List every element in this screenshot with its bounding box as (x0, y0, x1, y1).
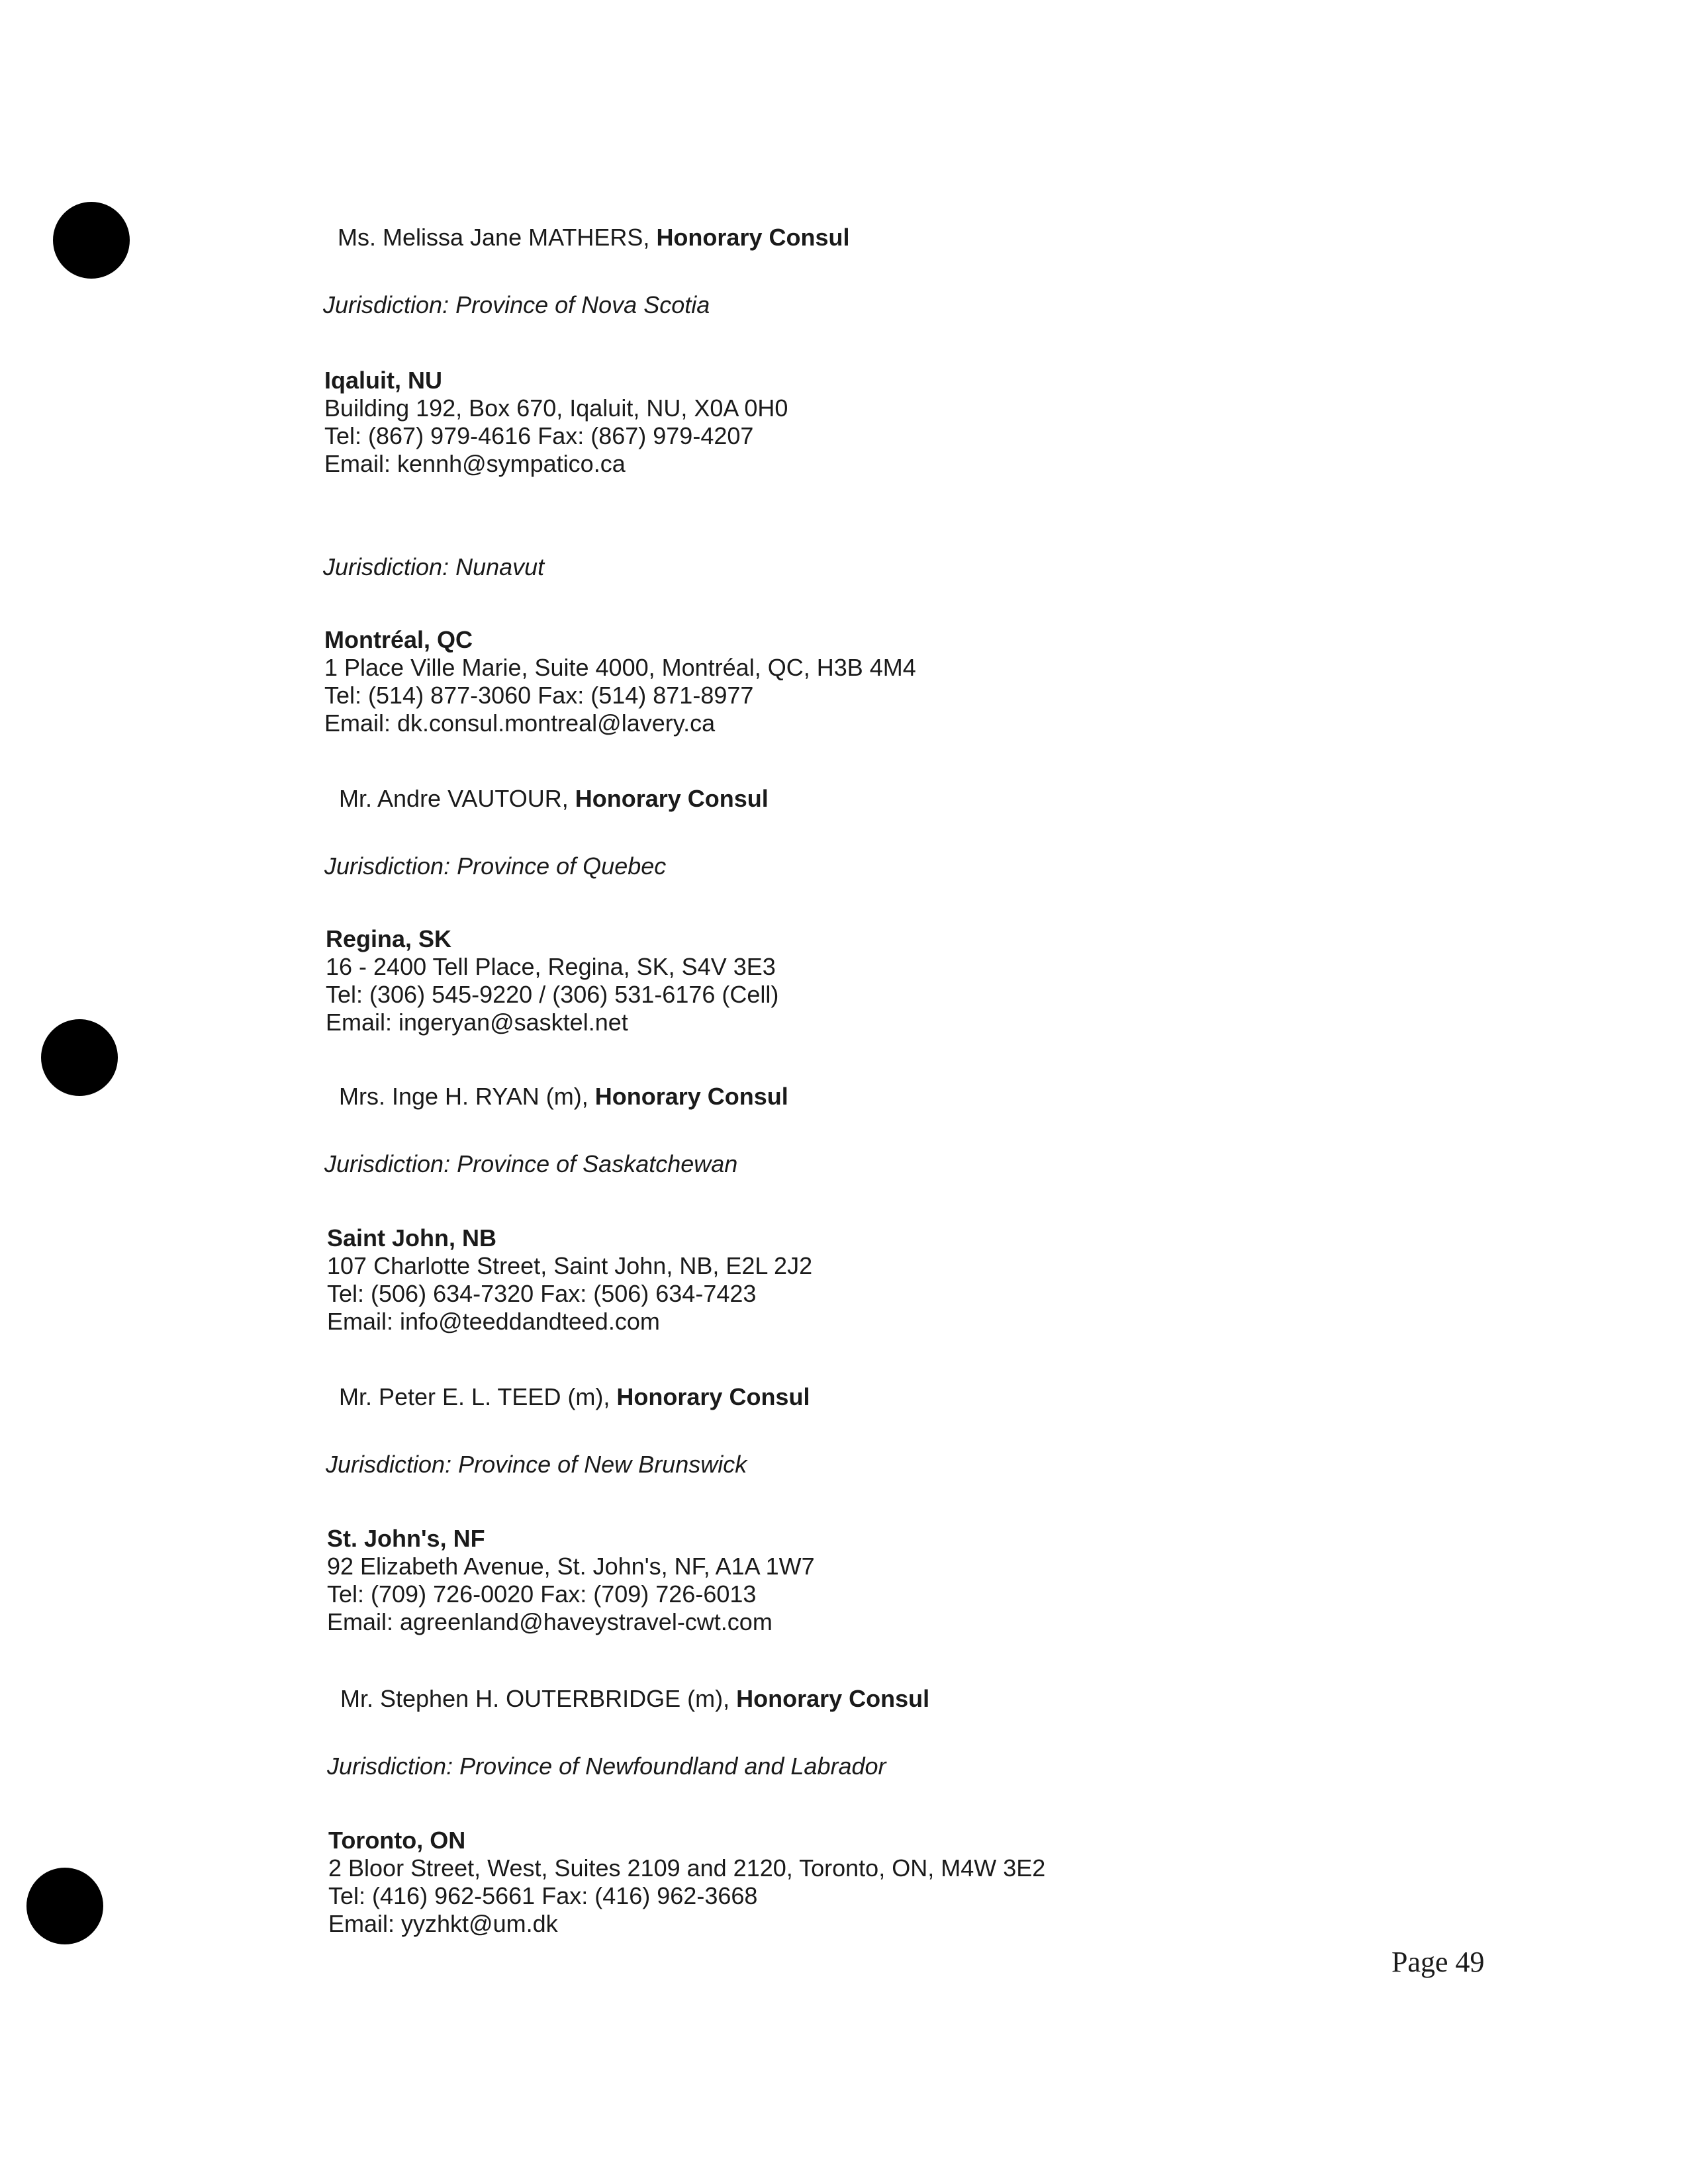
office-email: Email: kennh@sympatico.ca (324, 450, 626, 477)
jurisdiction: Jurisdiction: Province of Saskatchewan (324, 1150, 738, 1177)
jurisdiction: Jurisdiction: Province of Nova Scotia (323, 291, 710, 318)
consul-title: Honorary Consul (616, 1383, 810, 1410)
consul-name: Mr. Stephen H. OUTERBRIDGE (m), (340, 1685, 737, 1712)
consul-name: Ms. Melissa Jane MATHERS, (338, 224, 657, 251)
consul-title: Honorary Consul (656, 224, 850, 251)
office-city: Iqaluit, NU (324, 367, 442, 394)
consul-title: Honorary Consul (594, 1083, 788, 1110)
punch-hole-top (53, 202, 130, 279)
jurisdiction: Jurisdiction: Province of Quebec (324, 852, 667, 880)
office-phone: Tel: (514) 877-3060 Fax: (514) 871-8977 (324, 682, 754, 709)
consul-line (339, 1083, 788, 1111)
office-city: Regina, SK (326, 925, 452, 952)
consul-line (339, 785, 769, 813)
jurisdiction: Jurisdiction: Nunavut (323, 553, 545, 580)
office-phone: Tel: (709) 726-0020 Fax: (709) 726-6013 (327, 1580, 757, 1608)
office-address: 1 Place Ville Marie, Suite 4000, Montréal, QC, H3B 4M4 (324, 654, 916, 681)
consul-title: Honorary Consul (575, 785, 769, 812)
page-number: Page 49 (1391, 1946, 1485, 1978)
consul-title: Honorary Consul (736, 1685, 930, 1712)
jurisdiction: Jurisdiction: Province of New Brunswick (326, 1451, 747, 1478)
office-email: Email: dk.consul.montreal@lavery.ca (324, 709, 716, 737)
office-email: Email: yyzhkt@um.dk (328, 1910, 558, 1937)
jurisdiction: Jurisdiction: Province of Newfoundland and Labrador (327, 1752, 886, 1780)
office-city: St. John's, NF (327, 1525, 485, 1552)
consul-name: Mrs. Inge H. RYAN (m), (339, 1083, 595, 1110)
office-email: Email: info@teeddandteed.com (327, 1308, 660, 1335)
consul-line (340, 1685, 929, 1713)
office-address: 92 Elizabeth Avenue, St. John's, NF, A1A 1W7 (327, 1553, 815, 1580)
office-address: 107 Charlotte Street, Saint John, NB, E2L 2J2 (327, 1252, 813, 1279)
office-city: Montréal, QC (324, 626, 473, 653)
office-city: Toronto, ON (328, 1827, 466, 1854)
punch-hole-bottom (26, 1868, 103, 1944)
office-phone: Tel: (416) 962-5661 Fax: (416) 962-3668 (328, 1882, 758, 1909)
office-address: Building 192, Box 670, Iqaluit, NU, X0A 0H0 (324, 394, 788, 422)
office-phone: Tel: (306) 545-9220 / (306) 531-6176 (Cell) (326, 981, 779, 1008)
consul-name: Mr. Andre VAUTOUR, (339, 785, 575, 812)
consul-line (339, 1383, 810, 1411)
punch-hole-middle (41, 1019, 118, 1096)
office-address: 2 Bloor Street, West, Suites 2109 and 2120, Toronto, ON, M4W 3E2 (328, 1854, 1046, 1882)
office-email: Email: agreenland@haveystravel-cwt.com (327, 1608, 773, 1635)
office-city: Saint John, NB (327, 1224, 497, 1251)
office-email: Email: ingeryan@sasktel.net (326, 1009, 628, 1036)
office-phone: Tel: (506) 634-7320 Fax: (506) 634-7423 (327, 1280, 757, 1307)
office-address: 16 - 2400 Tell Place, Regina, SK, S4V 3E3 (326, 953, 776, 980)
consul-line (338, 224, 849, 251)
consul-name: Mr. Peter E. L. TEED (m), (339, 1383, 617, 1410)
office-phone: Tel: (867) 979-4616 Fax: (867) 979-4207 (324, 422, 754, 449)
